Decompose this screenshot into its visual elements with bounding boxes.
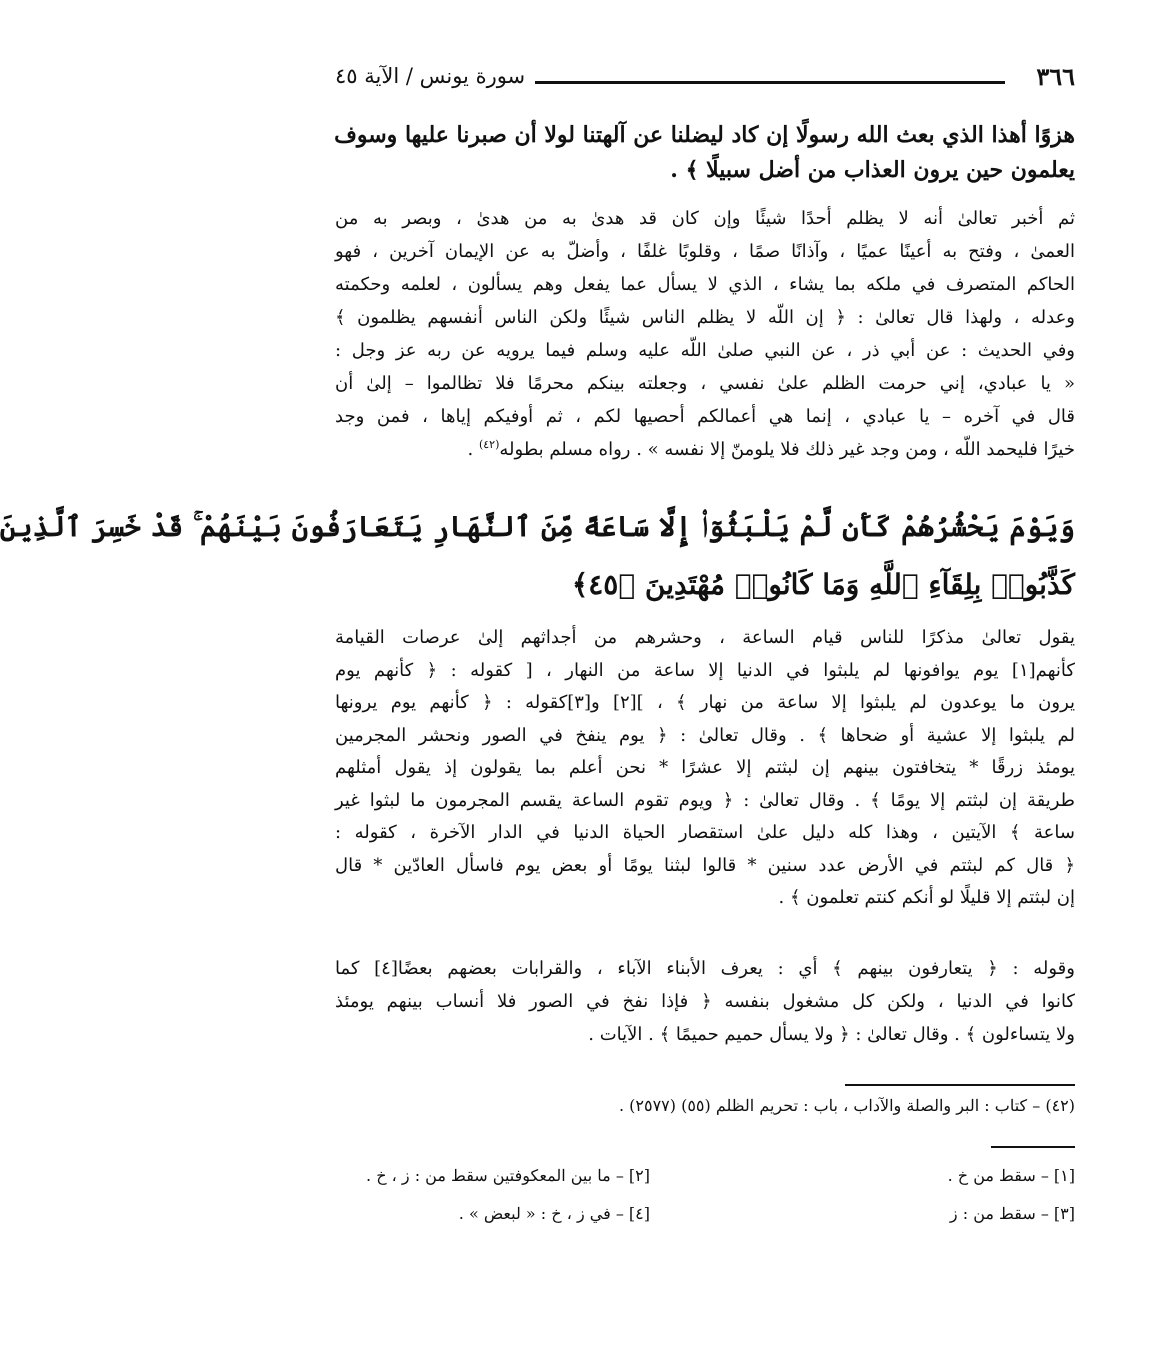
page-number: ٣٦٦ xyxy=(1036,62,1075,91)
text-line: لم يلبثوا إلا عشية أو ضحاها ﴾ . وقال تعالىٰ : ﴿ يوم ينفخ في الصور ونحشر المجرمين xyxy=(335,724,1075,746)
text-line: يعلمون حين يرون العذاب من أضل سبيلًا ﴾ . xyxy=(670,157,1075,183)
opening-verse-continuation xyxy=(335,118,1075,188)
commentary-paragraph-1 xyxy=(335,202,1075,466)
text-line: ساعة ﴾ الآيتين ، وهذا كله دليل علىٰ استقصار الحياة الدنيا في الدار الآخرة ، كقوله : xyxy=(335,822,1075,843)
manuscript-note-4: [٤] – في ز ، خ : « لبعض » . xyxy=(458,1204,650,1223)
header-rule xyxy=(535,81,1005,84)
text-line: قال في آخره – يا عبادي ، إنما هي أعمالكم أحصيها لكم ، ثم أوفيكم إياها ، فمن وجد xyxy=(335,406,1075,427)
text-line: ثم أخبر تعالىٰ أنه لا يظلم أحدًا شيئًا وإن كان قد هدىٰ به من هدىٰ ، وبصر به من xyxy=(335,208,1075,229)
footnote-marker: (٤٢) xyxy=(478,438,500,451)
text-line: وقوله : ﴿ يتعارفون بينهم ﴾ أي : يعرف الأبناء الآباء ، والقرابات بعضهم بعضًا[٤] كما xyxy=(335,958,1075,979)
text-line: كانوا في الدنيا ، ولكن كل مشغول بنفسه ﴿ فإذا نفخ في الصور فلا أنساب بينهم يومئذ xyxy=(335,991,1075,1012)
text-line: الحاكم المتصرف في ملكه بما يشاء ، الذي لا يسأل عما يفعل وهم يسألون ، لعلمه وحكمته xyxy=(335,274,1075,295)
text-line: « يا عبادي، إني حرمت الظلم علىٰ نفسي ، وجعلته بينكم محرمًا فلا تظالموا – إلىٰ أن xyxy=(335,373,1075,394)
text-line: وفي الحديث : عن أبي ذر ، عن النبي صلىٰ اللّه عليه وسلم فيما يرويه عن ربه عز وجل : xyxy=(335,340,1075,361)
text-line-body: خيرًا فليحمد اللّه ، ومن وجد غير ذلك فلا يلومنّ إلا نفسه » . رواه مسلم بطوله xyxy=(499,439,1075,460)
commentary-paragraph-3 xyxy=(335,952,1075,1051)
apparatus-divider xyxy=(991,1146,1075,1148)
text-line: وعدله ، ولهذا قال تعالىٰ : ﴿ إن اللّه لا يظلم الناس شيئًا ولكن الناس أنفسهم يظلمون ﴾ xyxy=(335,307,1076,328)
text-line: إن لبثتم إلا قليلًا لو أنكم كنتم تعلمون ﴾ . xyxy=(778,887,1075,908)
text-line xyxy=(335,433,1075,466)
quran-verse-45 xyxy=(0,498,1075,614)
commentary-paragraph-2 xyxy=(335,622,1075,915)
text-line: يومئذ زرقًا * يتخافتون بينهم إن لبثتم إلا عشرًا * نحن أعلم بما يقولون إذ يقول أمثلهم xyxy=(335,757,1075,778)
manuscript-note-1: [١] – سقط من خ . xyxy=(947,1166,1075,1185)
surah-title: سورة يونس / الآية ٤٥ xyxy=(335,64,526,88)
manuscript-note-3: [٣] – سقط من : ز xyxy=(949,1204,1075,1223)
footnote-divider xyxy=(845,1084,1075,1086)
text-line: هزوًا أهذا الذي بعث الله رسولًا إن كاد ليضلنا عن آلهتنا لولا أن صبرنا عليها وسوف xyxy=(334,122,1075,148)
text-line: ولا يتساءلون ﴾ . وقال تعالىٰ : ﴿ ولا يسأل حميم حميمًا ﴾ . الآيات . xyxy=(588,1024,1075,1045)
text-line: يقول تعالىٰ مذكرًا للناس قيام الساعة ، وحشرهم من أجداثهم إلىٰ عرصات القيامة xyxy=(335,627,1075,648)
text-line: يرون ما يوعدون لم يلبثوا إلا ساعة من نهار ﴾ ، ][٢] و[٣]كقوله : ﴿ كأنهم يوم يرونها xyxy=(335,692,1076,713)
hadith-reference-footnote: (٤٢) – كتاب : البر والصلة والآداب ، باب : تحريم الظلم (٥٥) (٢٥٧٧) . xyxy=(618,1096,1075,1115)
verse-line: كَذَّبُوا۟ بِلِقَآءِ ٱللَّهِ وَمَا كَانُوا۟ مُهْتَدِينَ ﴿٤٥﴾ xyxy=(571,568,1075,601)
verse-line: وَيَوْمَ يَحْشُرُهُمْ كَأَن لَّمْ يَلْبَثُوٓا۟ إِلَّا سَاعَةً مِّنَ ٱلنَّهَارِ يَتَعَارَفُونَ بَيْنَهُمْ ۚ قَدْ خَسِرَ ٱلَّذِينَ xyxy=(0,510,1075,543)
page-header xyxy=(335,62,1075,102)
text-line-end: . xyxy=(467,439,479,460)
text-line: العمىٰ ، وفتح به أعينًا عميًا ، وآذانًا صمًا ، وقلوبًا غلفًا ، وأضلّ به عن الإيمان آخرين ، فهو xyxy=(335,241,1075,262)
manuscript-note-2: [٢] – ما بين المعكوفتين سقط من : ز ، خ . xyxy=(366,1166,650,1185)
text-line: طريقة إن لبثتم إلا يومًا ﴾ . وقال تعالىٰ : ﴿ ويوم تقوم الساعة يقسم المجرمون ما لبثوا غير xyxy=(335,789,1075,811)
text-line: ﴿ قال كم لبثتم في الأرض عدد سنين * قالوا لبثنا يومًا أو بعض يوم فاسأل العادّين * قال xyxy=(335,854,1075,876)
text-line: كأنهم[١] يوم يوافونها لم يلبثوا في الدنيا إلا ساعة من النهار ، [ كقوله : ﴿ كأنهم يوم xyxy=(335,659,1075,681)
